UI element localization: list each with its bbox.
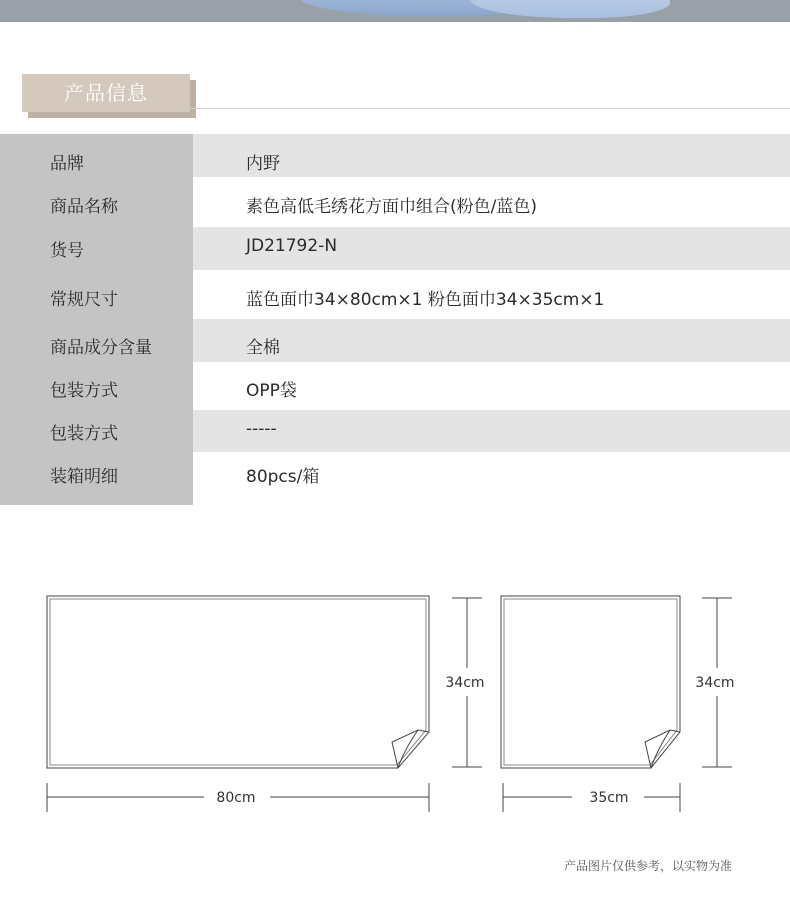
row-label-product-name: 商品名称: [50, 197, 118, 217]
row-label-material: 商品成分含量: [50, 338, 152, 358]
towel-image-fold: [470, 0, 670, 18]
small-height-label: 34cm: [695, 675, 735, 691]
row-stripe: [193, 134, 790, 177]
footnote: 产品图片仅供参考，以实物为准: [563, 859, 732, 873]
row-value-material: 全棉: [246, 338, 280, 358]
hero-photo-strip: [0, 0, 790, 22]
large-height-label: 34cm: [445, 675, 485, 691]
small-width-label: 35cm: [589, 790, 629, 806]
row-label-packaging-2: 包装方式: [50, 424, 118, 444]
large-towel-outline: [47, 596, 429, 768]
row-value-product-name: 素色高低毛绣花方面巾组合(粉色/蓝色): [246, 197, 537, 217]
row-label-carton: 装箱明细: [50, 467, 118, 487]
row-label-size: 常规尺寸: [50, 290, 118, 310]
row-value-brand: 内野: [246, 154, 280, 174]
small-towel-outline: [501, 596, 680, 768]
size-diagram: [0, 580, 790, 820]
section-divider: [190, 108, 790, 109]
row-stripe: [193, 319, 790, 362]
row-value-carton: 80pcs/箱: [246, 467, 320, 487]
row-value-packaging-2: -----: [246, 419, 277, 439]
info-label-column: [0, 134, 193, 505]
row-value-packaging: OPP袋: [246, 381, 297, 401]
row-value-size: 蓝色面巾34×80cm×1 粉色面巾34×35cm×1: [246, 290, 605, 310]
section-title: 产品信息: [22, 74, 190, 112]
row-label-packaging: 包装方式: [50, 381, 118, 401]
row-label-brand: 品牌: [50, 154, 84, 174]
row-label-item-no: 货号: [50, 241, 84, 261]
large-width-label: 80cm: [216, 790, 256, 806]
row-value-item-no: JD21792-N: [246, 236, 338, 256]
row-stripe: [193, 410, 790, 452]
